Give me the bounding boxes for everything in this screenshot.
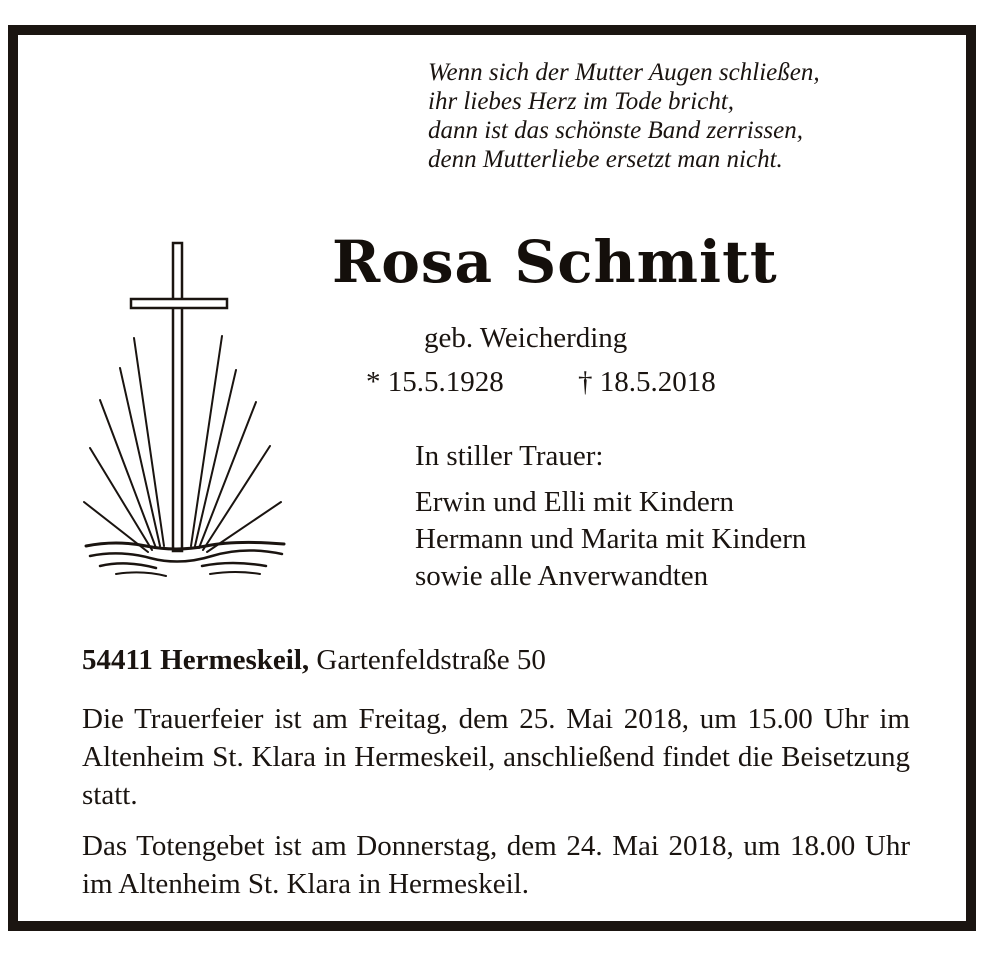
deceased-name: Rosa Schmitt bbox=[332, 228, 778, 296]
prayer-notice: Das Totengebet ist am Donnerstag, dem 24. Mai 2018, um 18.00 Uhr im Altenheim St. Klara in Hermeskeil. bbox=[82, 830, 910, 900]
life-dates bbox=[366, 364, 716, 400]
address bbox=[82, 642, 546, 678]
poem bbox=[428, 58, 948, 174]
death-date: † 18.5.2018 bbox=[578, 366, 716, 398]
poem-line: Wenn sich der Mutter Augen schließen, bbox=[428, 59, 820, 86]
maiden-name: geb. Weicherding bbox=[424, 322, 628, 354]
poem-line: denn Mutterliebe ersetzt man nicht. bbox=[428, 146, 783, 173]
birth-date: * 15.5.1928 bbox=[366, 366, 504, 398]
mourner-line: Erwin und Elli mit Kindern bbox=[415, 486, 734, 518]
address-city: 54411 Hermeskeil, bbox=[82, 644, 310, 676]
funeral-notice: Die Trauerfeier ist am Freitag, dem 25. Mai 2018, um 15.00 Uhr im Altenheim St. Klara in Hermeskeil, anschließend findet die Beisetzung statt. bbox=[82, 703, 910, 811]
mourner-line: Hermann und Marita mit Kindern bbox=[415, 523, 807, 555]
poem-line: dann ist das schönste Band zerrissen, bbox=[428, 117, 803, 144]
mourning-heading: In stiller Trauer: bbox=[415, 440, 604, 472]
poem-line: ihr liebes Herz im Tode bricht, bbox=[428, 88, 735, 115]
address-street: Gartenfeldstraße 50 bbox=[316, 644, 546, 676]
mourners-block bbox=[415, 438, 806, 595]
cross-with-rays-over-water-icon bbox=[76, 240, 292, 580]
mourner-line: sowie alle Anverwandten bbox=[415, 560, 709, 592]
